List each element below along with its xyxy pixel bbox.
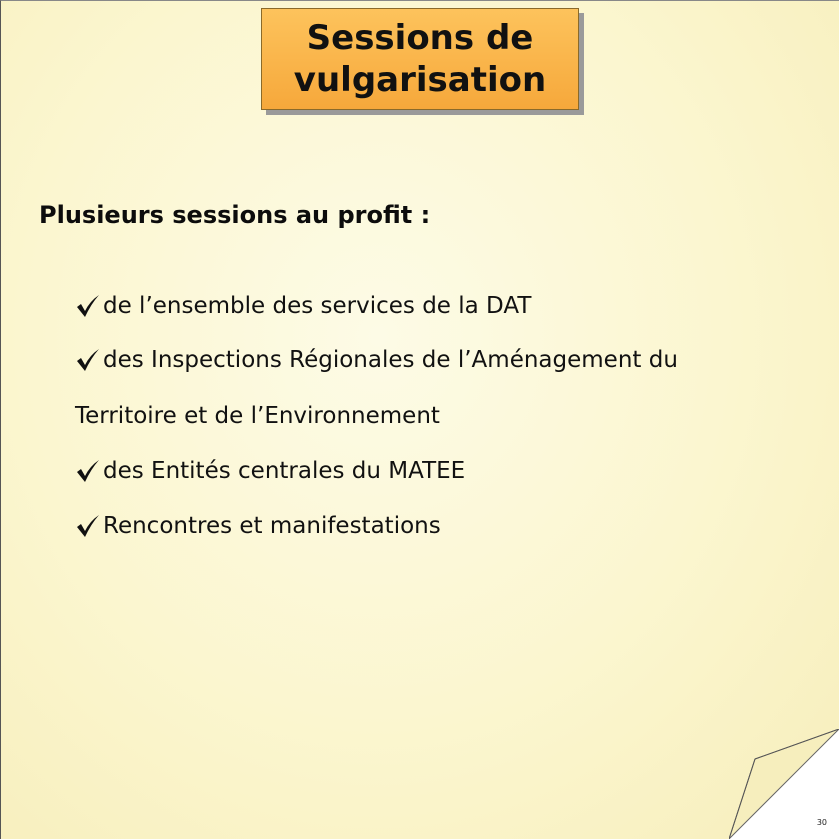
list-item-text: des Entités centrales du MATEE [103,458,466,484]
list-item [75,347,678,373]
check-mark-icon [75,294,101,318]
title-box [261,8,579,110]
list-item [75,458,465,484]
title-line-1: Sessions de [306,18,534,58]
list-item-text: Territoire et de l’Environnement [75,403,440,429]
check-mark-icon [75,514,101,538]
page-number: 30 [816,818,827,827]
list-item-continuation [75,403,440,429]
list-item [75,293,531,319]
list-item [75,513,441,539]
check-mark-icon [75,459,101,483]
title-line-2: vulgarisation [293,60,547,100]
list-item-text: Rencontres et manifestations [103,513,441,539]
check-mark-icon [75,348,101,372]
list-item-text: des Inspections Régionales de l’Aménagement du [103,347,678,373]
list-item-text: de l’ensemble des services de la DAT [103,293,532,319]
slide-heading: Plusieurs sessions au profit : [39,201,431,229]
